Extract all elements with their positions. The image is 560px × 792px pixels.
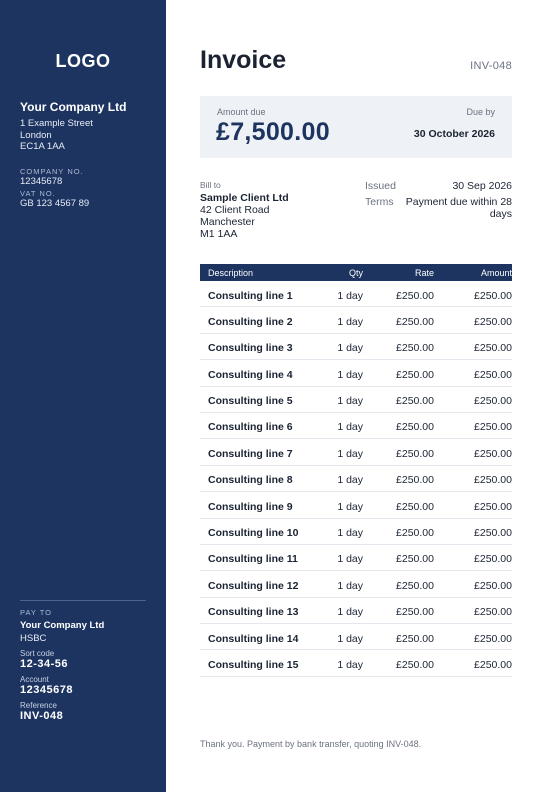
table-row (200, 281, 512, 307)
table-row (200, 519, 512, 545)
row-description: Consulting line 8 (208, 474, 293, 487)
row-qty: 1 day (337, 527, 363, 540)
company-address (20, 118, 93, 153)
bill-to-name: Sample Client Ltd (200, 192, 289, 204)
row-qty: 1 day (337, 579, 363, 592)
row-qty: 1 day (337, 500, 363, 513)
amount-due-label: Amount due (217, 107, 266, 117)
row-amount: £250.00 (474, 289, 512, 302)
vat-no-value: GB 123 4567 89 (20, 198, 90, 209)
row-amount: £250.00 (474, 606, 512, 619)
row-amount: £250.00 (474, 500, 512, 513)
invoice-number: INV-048 (470, 60, 512, 72)
terms-label: Terms (365, 196, 394, 208)
row-description: Consulting line 7 (208, 447, 293, 460)
row-description: Consulting line 6 (208, 421, 293, 434)
row-qty: 1 day (337, 421, 363, 434)
row-rate: £250.00 (396, 579, 434, 592)
account-label: Account (20, 675, 49, 684)
row-description: Consulting line 9 (208, 500, 293, 513)
table-row (200, 466, 512, 492)
row-amount: £250.00 (474, 395, 512, 408)
row-rate: £250.00 (396, 447, 434, 460)
header-amount: Amount (480, 268, 512, 278)
row-description: Consulting line 4 (208, 368, 293, 381)
amount-due-value: £7,500.00 (216, 118, 330, 146)
sort-code-label: Sort code (20, 649, 55, 658)
row-description: Consulting line 14 (208, 632, 299, 645)
amount-due-panel (200, 96, 512, 158)
row-rate: £250.00 (396, 289, 434, 302)
table-row (200, 413, 512, 439)
row-rate: £250.00 (396, 474, 434, 487)
table-header (200, 264, 512, 281)
table-body (200, 281, 512, 677)
due-by-label: Due by (466, 107, 495, 117)
company-no-value: 12345678 (20, 176, 63, 187)
row-rate: £250.00 (396, 553, 434, 566)
row-amount: £250.00 (474, 342, 512, 355)
row-rate: £250.00 (396, 500, 434, 513)
row-qty: 1 day (337, 606, 363, 619)
table-row (200, 307, 512, 333)
row-description: Consulting line 12 (208, 579, 299, 592)
bill-to-label: Bill to (200, 180, 221, 190)
account-value: 12345678 (20, 684, 73, 696)
pay-to-divider (20, 600, 146, 601)
row-qty: 1 day (337, 553, 363, 566)
row-rate: £250.00 (396, 395, 434, 408)
row-qty: 1 day (337, 315, 363, 328)
header-description: Description (208, 268, 254, 278)
row-qty: 1 day (337, 368, 363, 381)
row-qty: 1 day (337, 447, 363, 460)
bill-to-address (200, 204, 269, 240)
pay-to-label: PAY TO (20, 608, 52, 617)
line-items-table (200, 264, 512, 677)
pay-to-bank: HSBC (20, 633, 47, 644)
table-row (200, 387, 512, 413)
row-description: Consulting line 1 (208, 289, 293, 302)
row-qty: 1 day (337, 395, 363, 408)
table-row (200, 571, 512, 597)
row-rate: £250.00 (396, 527, 434, 540)
row-rate: £250.00 (396, 421, 434, 434)
row-qty: 1 day (337, 342, 363, 355)
table-row (200, 650, 512, 676)
row-amount: £250.00 (474, 632, 512, 645)
sort-code-value: 12-34-56 (20, 658, 69, 670)
row-description: Consulting line 2 (208, 315, 293, 328)
table-row (200, 624, 512, 650)
row-qty: 1 day (337, 632, 363, 645)
company-address-line: 1 Example Street (20, 118, 93, 129)
row-amount: £250.00 (474, 553, 512, 566)
row-rate: £250.00 (396, 342, 434, 355)
row-qty: 1 day (337, 658, 363, 671)
table-row (200, 492, 512, 518)
reference-label: Reference (20, 701, 57, 710)
row-description: Consulting line 15 (208, 658, 299, 671)
company-address-line: London (20, 129, 52, 141)
vat-no-label: VAT NO. (20, 189, 56, 198)
due-by-value: 30 October 2026 (413, 128, 495, 140)
row-amount: £250.00 (474, 421, 512, 434)
row-description: Consulting line 3 (208, 342, 293, 355)
footer-note: Thank you. Payment by bank transfer, quoting INV-048. (200, 739, 422, 749)
row-amount: £250.00 (474, 658, 512, 671)
header-qty: Qty (348, 268, 363, 278)
reference-value: INV-048 (20, 710, 64, 722)
table-row (200, 598, 512, 624)
row-description: Consulting line 5 (208, 395, 293, 408)
pay-to-name: Your Company Ltd (20, 620, 105, 631)
row-amount: £250.00 (474, 474, 512, 487)
bill-to-address-line: 42 Client Road (200, 204, 270, 216)
sidebar (0, 0, 166, 792)
row-description: Consulting line 10 (208, 527, 299, 540)
row-qty: 1 day (337, 474, 363, 487)
bill-to-address-line: Manchester (200, 216, 255, 228)
table-row (200, 439, 512, 465)
company-no-label: COMPANY NO. (20, 167, 84, 176)
issued-label: Issued (365, 180, 396, 192)
bill-to-address-line: M1 1AA (200, 228, 238, 240)
table-row (200, 334, 512, 360)
row-amount: £250.00 (474, 447, 512, 460)
company-logo: LOGO (55, 50, 111, 71)
row-rate: £250.00 (396, 658, 434, 671)
invoice-title: Invoice (200, 46, 287, 74)
row-rate: £250.00 (396, 315, 434, 328)
row-qty: 1 day (337, 289, 363, 302)
table-row (200, 360, 512, 386)
header-rate: Rate (414, 268, 434, 278)
company-name: Your Company Ltd (20, 100, 127, 114)
row-rate: £250.00 (396, 368, 434, 381)
row-description: Consulting line 13 (208, 606, 299, 619)
row-amount: £250.00 (474, 527, 512, 540)
row-description: Consulting line 11 (208, 553, 298, 566)
terms-value: Payment due within 28 days (405, 196, 512, 220)
row-amount: £250.00 (474, 315, 512, 328)
issued-value: 30 Sep 2026 (452, 180, 512, 192)
row-rate: £250.00 (396, 606, 434, 619)
company-address-line: EC1A 1AA (20, 141, 65, 152)
row-amount: £250.00 (474, 579, 512, 592)
row-amount: £250.00 (474, 368, 512, 381)
table-row (200, 545, 512, 571)
row-rate: £250.00 (396, 632, 434, 645)
